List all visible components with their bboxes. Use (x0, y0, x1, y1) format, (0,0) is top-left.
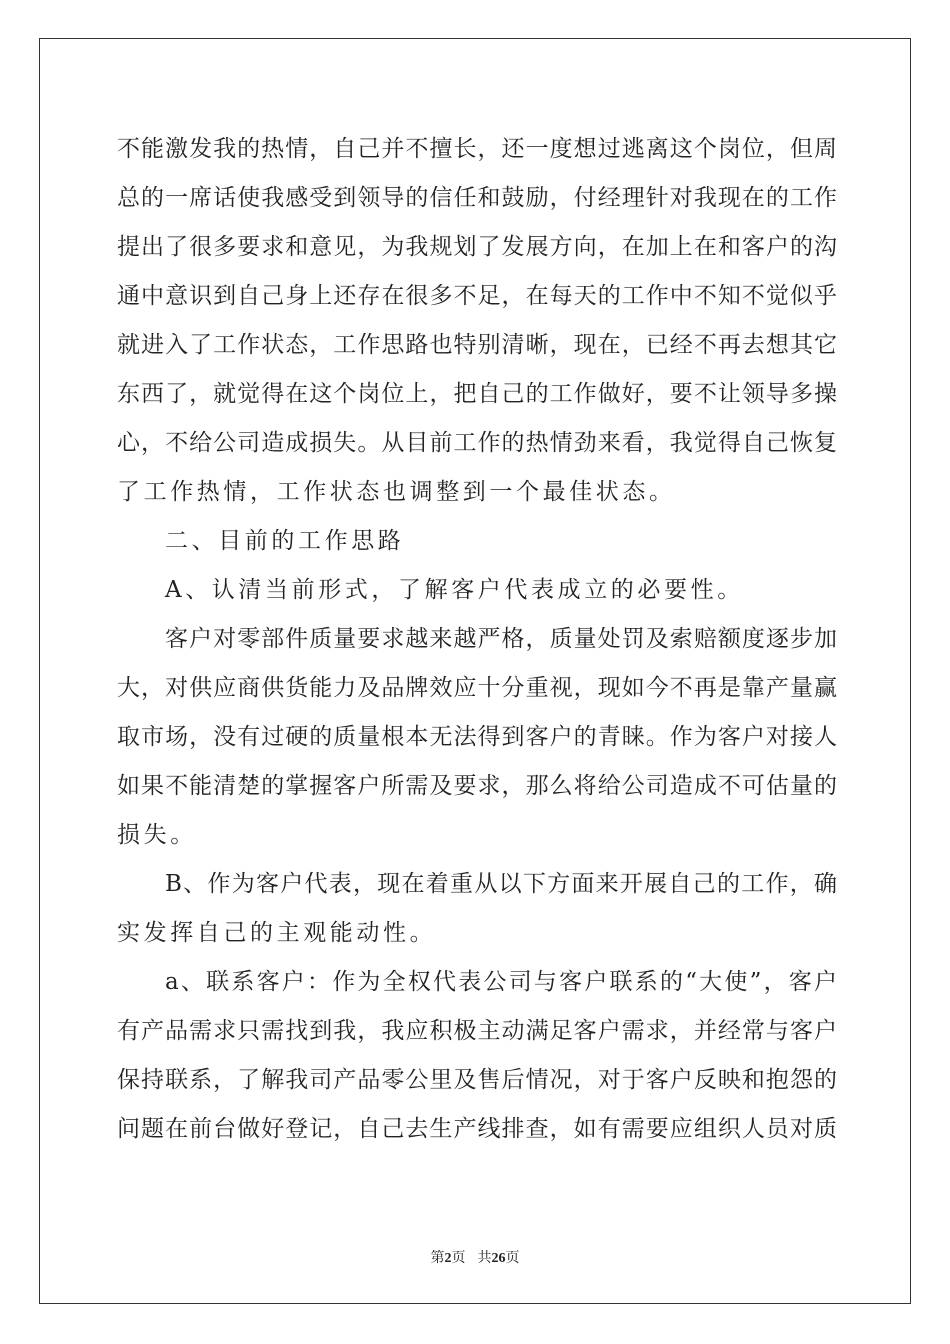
text-line: 提出了很多要求和意见，为我规划了发展方向，在加上在和客户的沟 (117, 234, 837, 260)
text-line: 总的一席话使我感受到领导的信任和鼓励，付经理针对我现在的工作 (117, 185, 837, 211)
page-prefix: 第 (430, 1250, 445, 1266)
text-line: B、作为客户代表，现在着重从以下方面来开展自己的工作，确 (165, 871, 837, 897)
text-line: 心，不给公司造成损失。从目前工作的热情劲来看，我觉得自己恢复 (117, 430, 837, 456)
text-line: a、联系客户：作为全权代表公司与客户联系的“大使”，客户 (165, 969, 837, 995)
text-line: 损失。 (117, 822, 197, 848)
text-line: 大，对供应商供货能力及品牌效应十分重视，现如今不再是靠产量赢 (117, 675, 837, 701)
section-heading: 二、目前的工作思路 (165, 528, 405, 554)
text-line: 客户对零部件质量要求越来越严格，质量处罚及索赔额度逐步加 (165, 626, 837, 652)
text-line: 通中意识到自己身上还存在很多不足，在每天的工作中不知不觉似乎 (117, 283, 837, 309)
text-line: 取市场，没有过硬的质量根本无法得到客户的青睐。作为客户对接人 (117, 724, 837, 750)
document-body (117, 125, 837, 1154)
text-line: 就进入了工作状态，工作思路也特别清晰，现在，已经不再去想其它 (117, 332, 837, 358)
text-line: 实发挥自己的主观能动性。 (117, 920, 437, 946)
text-line: 保持联系，了解我司产品零公里及售后情况，对于客户反映和抱怨的 (117, 1067, 837, 1093)
page-suffix: 页 (451, 1250, 466, 1266)
total-suffix: 页 (505, 1250, 520, 1266)
text-line: 了工作热情，工作状态也调整到一个最佳状态。 (117, 479, 676, 505)
page-footer (0, 1247, 950, 1267)
text-line: 不能激发我的热情，自己并不擅长，还一度想过逃离这个岗位，但周 (117, 136, 837, 162)
total-prefix: 共 (477, 1250, 492, 1266)
text-line: 有产品需求只需找到我，我应积极主动满足客户需求，并经常与客户 (117, 1018, 837, 1044)
text-line: 如果不能清楚的掌握客户所需及要求，那么将给公司造成不可估量的 (117, 773, 837, 799)
total-pages: 26 (491, 1251, 506, 1266)
page-number: 2 (444, 1251, 452, 1266)
text-line: 问题在前台做好登记，自己去生产线排查，如有需要应组织人员对质 (117, 1116, 837, 1142)
subsection-heading: A、认清当前形式，了解客户代表成立的必要性。 (165, 577, 744, 603)
text-line: 东西了，就觉得在这个岗位上，把自己的工作做好，要不让领导多操 (117, 381, 837, 407)
